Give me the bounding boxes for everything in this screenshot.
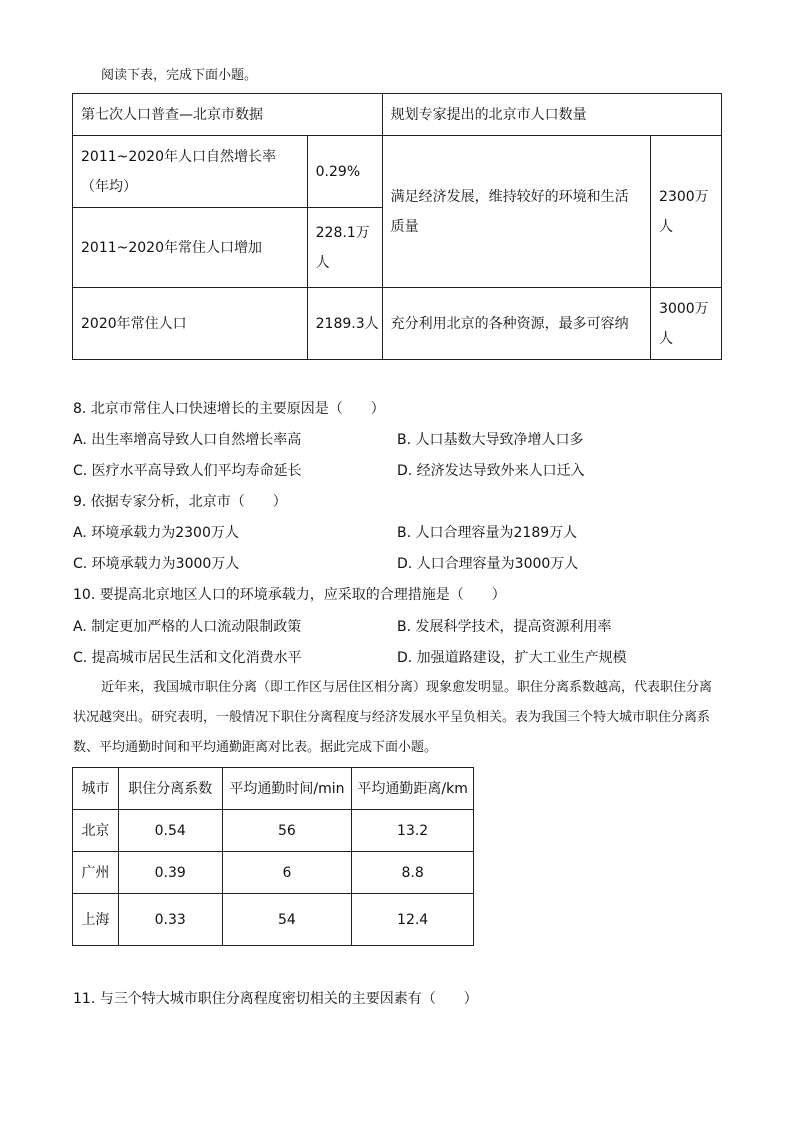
table2-header: 职住分离系数 bbox=[118, 768, 222, 810]
intro-text-2: 近年来，我国城市职住分离（即工作区与居住区相分离）现象愈发明显。职住分离系数越高，代表职住分离状况越突出。研究表明，一般情况下职住分离程度与经济发展水平呈负相关。表为我国三个特大城市职住分离系数、平均通勤时间和平均通勤距离对比表。据此完成下面小题。 bbox=[73, 680, 713, 755]
table2-cell: 6 bbox=[222, 852, 352, 894]
table2-cell: 54 bbox=[222, 894, 352, 946]
question-9-option-d[interactable]: D. 人口合理容量为3000万人 bbox=[397, 556, 579, 572]
table1-plan-desc: 满足经济发展，维持较好的环境和生活质量 bbox=[382, 136, 650, 288]
table1-plan-value: 3000万人 bbox=[651, 288, 722, 360]
table1-row-label: 2011~2020年人口自然增长率（年均） bbox=[73, 136, 308, 208]
question-9-option-a[interactable]: A. 环境承载力为2300万人 bbox=[73, 525, 239, 541]
beijing-population-table bbox=[72, 93, 722, 360]
table1-row-value: 0.29% bbox=[307, 136, 382, 208]
table2-cell: 0.54 bbox=[118, 810, 222, 852]
question-9-option-c[interactable]: C. 环境承载力为3000万人 bbox=[73, 556, 240, 572]
table1-plan-desc: 充分利用北京的各种资源，最多可容纳 bbox=[382, 288, 650, 360]
question-10-stem: 10. 要提高北京地区人口的环境承载力，应采取的合理措施是（ ） bbox=[73, 587, 506, 603]
table1-header-right: 规划专家提出的北京市人口数量 bbox=[382, 94, 721, 136]
table1-row-label: 2020年常住人口 bbox=[73, 288, 308, 360]
question-10-option-c[interactable]: C. 提高城市居民生活和文化消费水平 bbox=[73, 650, 302, 666]
question-8-option-a[interactable]: A. 出生率增高导致人口自然增长率高 bbox=[73, 432, 302, 448]
question-9-option-b[interactable]: B. 人口合理容量为2189万人 bbox=[397, 525, 578, 541]
table2-cell: 0.33 bbox=[118, 894, 222, 946]
question-10-option-a[interactable]: A. 制定更加严格的人口流动限制政策 bbox=[73, 619, 302, 635]
table2-cell: 8.8 bbox=[352, 852, 474, 894]
question-8-stem: 8. 北京市常住人口快速增长的主要原因是（ ） bbox=[73, 401, 385, 417]
table2-cell: 12.4 bbox=[352, 894, 474, 946]
question-11-stem: 11. 与三个特大城市职住分离程度密切相关的主要因素有（ ） bbox=[73, 991, 478, 1007]
table2-cell: 北京 bbox=[73, 810, 119, 852]
question-10-option-d[interactable]: D. 加强道路建设，扩大工业生产规模 bbox=[397, 650, 627, 666]
table1-row-value: 2189.3人 bbox=[307, 288, 382, 360]
table2-header: 城市 bbox=[73, 768, 119, 810]
table1-plan-value: 2300万人 bbox=[651, 136, 722, 288]
table1-row-label: 2011~2020年常住人口增加 bbox=[73, 208, 308, 288]
table2-cell: 上海 bbox=[73, 894, 119, 946]
table2-cell: 0.39 bbox=[118, 852, 222, 894]
intro-text-1: 阅读下表，完成下面小题。 bbox=[101, 68, 258, 83]
question-8-option-d[interactable]: D. 经济发达导致外来人口迁入 bbox=[397, 463, 585, 479]
table2-cell: 56 bbox=[222, 810, 352, 852]
table1-header-left: 第七次人口普查—北京市数据 bbox=[73, 94, 383, 136]
table2-header: 平均通勤距离/km bbox=[352, 768, 474, 810]
question-10-option-b[interactable]: B. 发展科学技术，提高资源利用率 bbox=[397, 619, 612, 635]
table2-cell: 广州 bbox=[73, 852, 119, 894]
table2-cell: 13.2 bbox=[352, 810, 474, 852]
question-8-option-b[interactable]: B. 人口基数大导致净增人口多 bbox=[397, 432, 584, 448]
table2-header: 平均通勤时间/min bbox=[222, 768, 352, 810]
question-9-stem: 9. 依据专家分析，北京市（ ） bbox=[73, 494, 287, 510]
table1-row-value: 228.1万人 bbox=[307, 208, 382, 288]
commute-comparison-table bbox=[72, 767, 474, 946]
question-8-option-c[interactable]: C. 医疗水平高导致人们平均寿命延长 bbox=[73, 463, 302, 479]
